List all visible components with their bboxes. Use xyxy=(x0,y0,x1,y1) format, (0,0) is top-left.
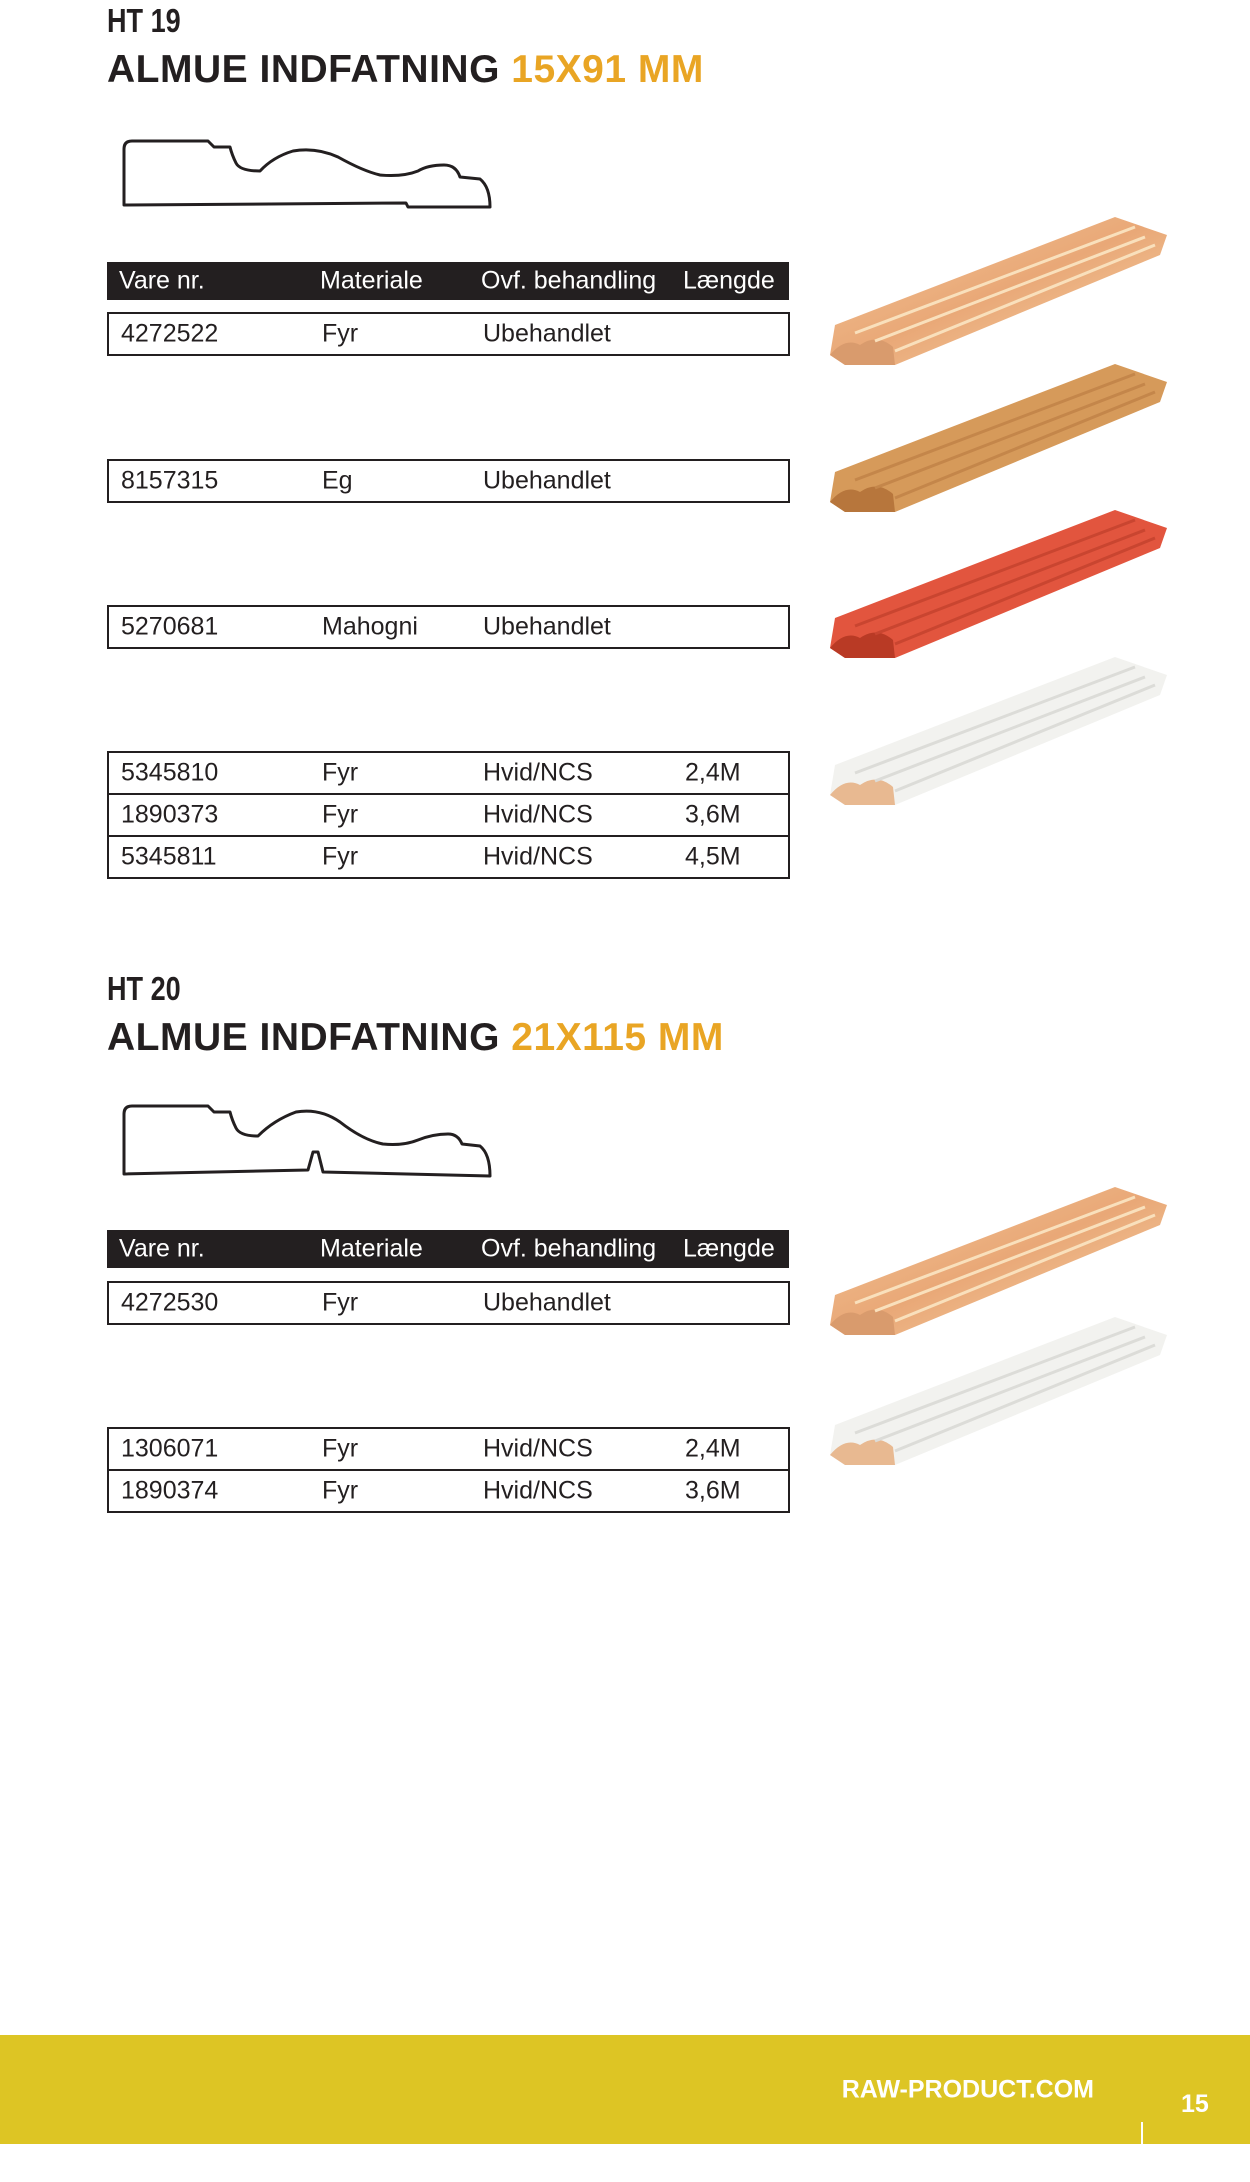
col-vare: Vare nr. xyxy=(119,1234,205,1263)
cell-materiale: Mahogni xyxy=(322,612,418,641)
cell-materiale: Fyr xyxy=(322,1434,359,1463)
section-size: 21X115 MM xyxy=(511,1016,724,1059)
table-header xyxy=(107,1230,789,1268)
cell-materiale: Fyr xyxy=(322,319,359,348)
profile-drawing xyxy=(118,135,513,215)
cell-laengde: 2,4M xyxy=(685,758,741,787)
table-row xyxy=(109,314,788,354)
section-size: 15X91 MM xyxy=(511,48,704,91)
cell-vare: 5345810 xyxy=(121,758,219,787)
cell-materiale: Eg xyxy=(322,466,353,495)
table-row xyxy=(109,1283,788,1323)
cell-ovf: Hvid/NCS xyxy=(483,1434,593,1463)
website-link[interactable]: RAW-PRODUCT.COM xyxy=(841,2075,1094,2103)
cell-laengde: 2,4M xyxy=(685,1434,741,1463)
col-laengde: Længde xyxy=(683,266,775,295)
cell-vare: 1306071 xyxy=(121,1434,219,1463)
cell-materiale: Fyr xyxy=(322,758,359,787)
cell-ovf: Ubehandlet xyxy=(483,1288,611,1317)
section-code: HT 19 xyxy=(107,2,181,39)
table-header xyxy=(107,262,789,300)
cell-ovf: Ubehandlet xyxy=(483,612,611,641)
cell-vare: 1890374 xyxy=(121,1476,219,1505)
cell-laengde: 4,5M xyxy=(685,842,741,871)
page-number: 15 xyxy=(1181,2090,1209,2118)
col-laengde: Længde xyxy=(683,1234,775,1263)
cell-materiale: Fyr xyxy=(322,800,359,829)
profile-drawing xyxy=(118,1100,513,1182)
cell-materiale: Fyr xyxy=(322,1288,359,1317)
col-materiale: Materiale xyxy=(320,1234,423,1263)
cell-vare: 5345811 xyxy=(121,842,217,871)
col-ovf: Ovf. behandling xyxy=(481,266,657,295)
product-table-6 xyxy=(107,1427,790,1513)
oak-moulding-image xyxy=(815,352,1175,522)
table-row xyxy=(109,1429,788,1469)
white-moulding-image xyxy=(815,645,1175,815)
cell-ovf: Ubehandlet xyxy=(483,466,611,495)
cell-ovf: Hvid/NCS xyxy=(483,842,593,871)
product-table-3 xyxy=(107,605,790,649)
table-row xyxy=(109,835,788,877)
table-row xyxy=(109,461,788,501)
cell-vare: 4272530 xyxy=(121,1288,219,1317)
section-title: ALMUE INDFATNING 21X115 MM xyxy=(107,1016,724,1059)
col-materiale: Materiale xyxy=(320,266,423,295)
product-table-5 xyxy=(107,1281,790,1325)
cell-ovf: Hvid/NCS xyxy=(483,800,593,829)
cell-vare: 1890373 xyxy=(121,800,219,829)
table-row xyxy=(109,607,788,647)
footer-divider xyxy=(1141,2122,1143,2182)
cell-ovf: Ubehandlet xyxy=(483,319,611,348)
section-title: ALMUE INDFATNING 15X91 MM xyxy=(107,48,704,91)
table-row xyxy=(109,753,788,793)
white-moulding-image xyxy=(815,1305,1175,1475)
pine-moulding-image xyxy=(815,205,1175,375)
product-table-1 xyxy=(107,312,790,356)
table-row xyxy=(109,793,788,835)
section-code: HT 20 xyxy=(107,970,181,1007)
cell-laengde: 3,6M xyxy=(685,800,741,829)
cell-ovf: Hvid/NCS xyxy=(483,1476,593,1505)
cell-laengde: 3,6M xyxy=(685,1476,741,1505)
table-row xyxy=(109,1469,788,1511)
col-vare: Vare nr. xyxy=(119,266,205,295)
mahogany-moulding-image xyxy=(815,498,1175,668)
cell-materiale: Fyr xyxy=(322,1476,359,1505)
cell-vare: 8157315 xyxy=(121,466,219,495)
col-ovf: Ovf. behandling xyxy=(481,1234,657,1263)
cell-materiale: Fyr xyxy=(322,842,359,871)
cell-ovf: Hvid/NCS xyxy=(483,758,593,787)
product-table-2 xyxy=(107,459,790,503)
cell-vare: 4272522 xyxy=(121,319,219,348)
cell-vare: 5270681 xyxy=(121,612,219,641)
product-table-4 xyxy=(107,751,790,879)
footer-bar xyxy=(0,2035,1250,2144)
